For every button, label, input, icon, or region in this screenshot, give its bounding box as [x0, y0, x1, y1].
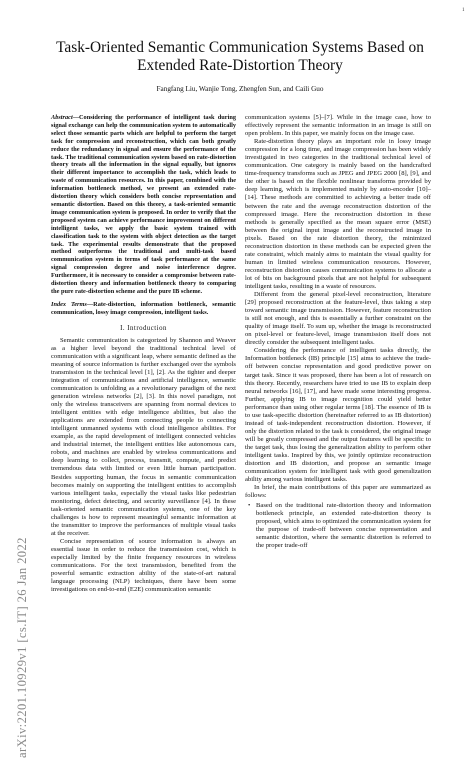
- index-terms-label: Index Terms: [51, 300, 87, 308]
- arxiv-watermark: [4, 176, 29, 758]
- abstract-text: —Considering the performance of intelligent task during signal exchange can help the communication system to automatically select those semantic parts which are helpful to perform the target task for compression and reconstruction, which can both greatly reduce the redundancy in signal and ensure the performance of the task. The traditional communication system based on rate-distortion theory treats all the information in the signal equally, but ignores their different importance to accomplish the task, which leads to waste of communication resources. In this paper, combined with the information bottleneck method, we present an extended rate-distortion theory which considers both concise representation and semantic distortion. Based on this theory, a task-oriented semantic image communication system is proposed. In order to verify that the proposed system can achieve performance improvement on different intelligent tasks, we apply the basic system trained with classification task to the system with object detection as the target task. The experimental results demonstrate that the proposed method outperforms the traditional and multi-task based communication system in terms of task performance at the same signal compression degree and noise interference degree. Furthermore, it is necessary to consider a compromise between rate-distortion theory and information bottleneck theory to comparing the pure rate-distortion scheme and the pure IB scheme.: [51, 114, 236, 295]
- paragraph: Different from the general pixel-level reconstruction, literature [29] proposed reconstruction at the feature-level, thus taking a step toward semantic image transmission. However, feature reconstruction is still not enough, and this is essentially a further constraint on the quality of image itself. To sum up, whether the image is reconstructed on pixel-level or feature-level, image transmission itself does not directly consider the subsequent intelligent tasks.: [245, 291, 431, 347]
- right-column: [245, 114, 431, 551]
- abstract-label: Abstract: [51, 114, 73, 121]
- section-heading: I. Introduction: [120, 324, 167, 332]
- index-terms-text: —Rate-distortion, information bottleneck, semantic communication, lossy image compression, intelligent tasks.: [51, 300, 236, 316]
- paper-title: Task-Oriented Semantic Communication Systems Based on Extended Rate-Distortion Theory: [56, 39, 424, 74]
- index-terms: [51, 301, 236, 317]
- paragraph: In brief, the main contributions of this paper are summarized as follows:: [245, 484, 431, 500]
- paragraph: Concise representation of source information is always an essential issue in order to reduce the transmission cost, which is especially limited by the finite frequency resources in wireless communications. For the text transmission, benefited from the powerful semantic extraction ability of the state-of-art natural language processing (NLP) techniques, there have been some investigations on end-to-end (E2E) communication semantic: [51, 537, 236, 594]
- contribution-bullet: [245, 502, 431, 550]
- paragraph: Rate-distortion theory plays an important role in lossy image compression for a long time, and image compression has been widely investigated in two categories in the traditional technical level of communication. One category is mainly based on the handcrafted time-frequency transforms such as JPEG and JPEG 2000 [8], [9], and the other is based on the flexible nonlinear transforms provided by deep learning, which is implemented mainly by auto-encoder [10]–[14]. These methods are committed to achieving a better trade off between the rate and the average reconstruction distortion of the compressed image. Here the reconstruction distortion in these methods is generally specified as the mean square error (MSE) between the original input image and the reconstructed image in pixels. Based on the rate distortion theory, the minimized reconstruction distortion in these methods can be expected given the rate constraint, which mainly aims to maintain the visual quality for human in limited wireless communication resources. However, reconstruction distortion causes communication systems to allocate a lot of bits on background pixels that are not helpful for subsequent intelligent tasks, resulting in a waste of resources.: [245, 138, 431, 290]
- bullet-marker: •: [248, 502, 251, 510]
- bullet-text: Based on the traditional rate-distortion theory and information bottleneck principle, an extended rate-distortion theory is proposed, which aims to optimized the communication system for the purpose of trade-off between concise representation and semantic distortion, where the semantic distortion is referred to the proper trade-off: [256, 502, 431, 550]
- abstract: [51, 114, 236, 296]
- paragraph: Semantic communication is categorized by Shannon and Weaver as a higher level beyond the traditional technical level of communication with a significant leap, where semantic defined as the meaning of source information is further exchanged over the symbols transmission in the technical level [1], [2]. As the tighter and deeper integration of communications and artificial intelligence, semantic communication is unfolding as a revolutionary paradigm of the next generation wireless networks [2], [3]. In this novel paradigm, not only the wireless transceivers are spanning from normal devices to intelligent entities with edge intelligence abilities, but also the applications are extended from connecting people to connecting intelligent unmanned systems with cloud intelligence abilities. For example, as the rapid development of intelligent connected vehicles and industrial internet, the intelligent entities like autonomous cars, robots, and machines are enabled by wireless communications and deep learning to collect, process, transmit, compute, and predict tremendous data with limited or even little human participation. Besides supporting human, the focus in semantic communication becomes mainly on supporting the intelligent entities to accomplish various intelligent tasks, especially the visual tasks like pedestrian monitoring, defect detecting, and security surveillance [4]. In these task-oriented semantic communication systems, one of the key challenges is how to represent meaningful semantic information at the transmitter to improve the performances of multiple visual tasks at the receiver.: [51, 336, 236, 537]
- arxiv-identifier: arXiv:2201.10929v1 [cs.IT] 26 Jan 2022: [15, 537, 29, 758]
- paragraph: communication systems [5]–[7]. While in the image case, how to effectively represent the semantic information in an image is still on open problem. In this paper, we mainly focus on the image case.: [245, 114, 431, 138]
- paragraph: Considering the performance of intelligent tasks directly, the Information bottleneck (IB) principle [15] aims to achieve the trade-off between concise representation and good predictive power on target task. Since it was proposed, there has been a lot of research on this theory. Recently, researchers have tried to use IB to explain deep neural networks [16], [17], and have made some interesting progress. Further, applying IB to image recognition could yield better performance than using other regular terms [18]. The essence of IB is to use task-specific distortion (hereinafter referred to as IB distortion) instead of task-independent reconstruction distortion. However, if only the distortion related to the task is considered, the original image will be greatly compressed and the output features will be specific to the target task, thus losing the generalization ability to perform other intelligent tasks. Inspired by this, we jointly optimize reconstruction distortion and IB distortion, and propose an semantic image communication system for intelligent task with good generalization ability among various intelligent tasks.: [245, 347, 431, 484]
- page-number: 1: [462, 8, 465, 13]
- left-column: [51, 114, 236, 594]
- author-list: Fangfang Liu, Wanjie Tong, Zhengfen Sun, and Caili Guo: [156, 85, 324, 93]
